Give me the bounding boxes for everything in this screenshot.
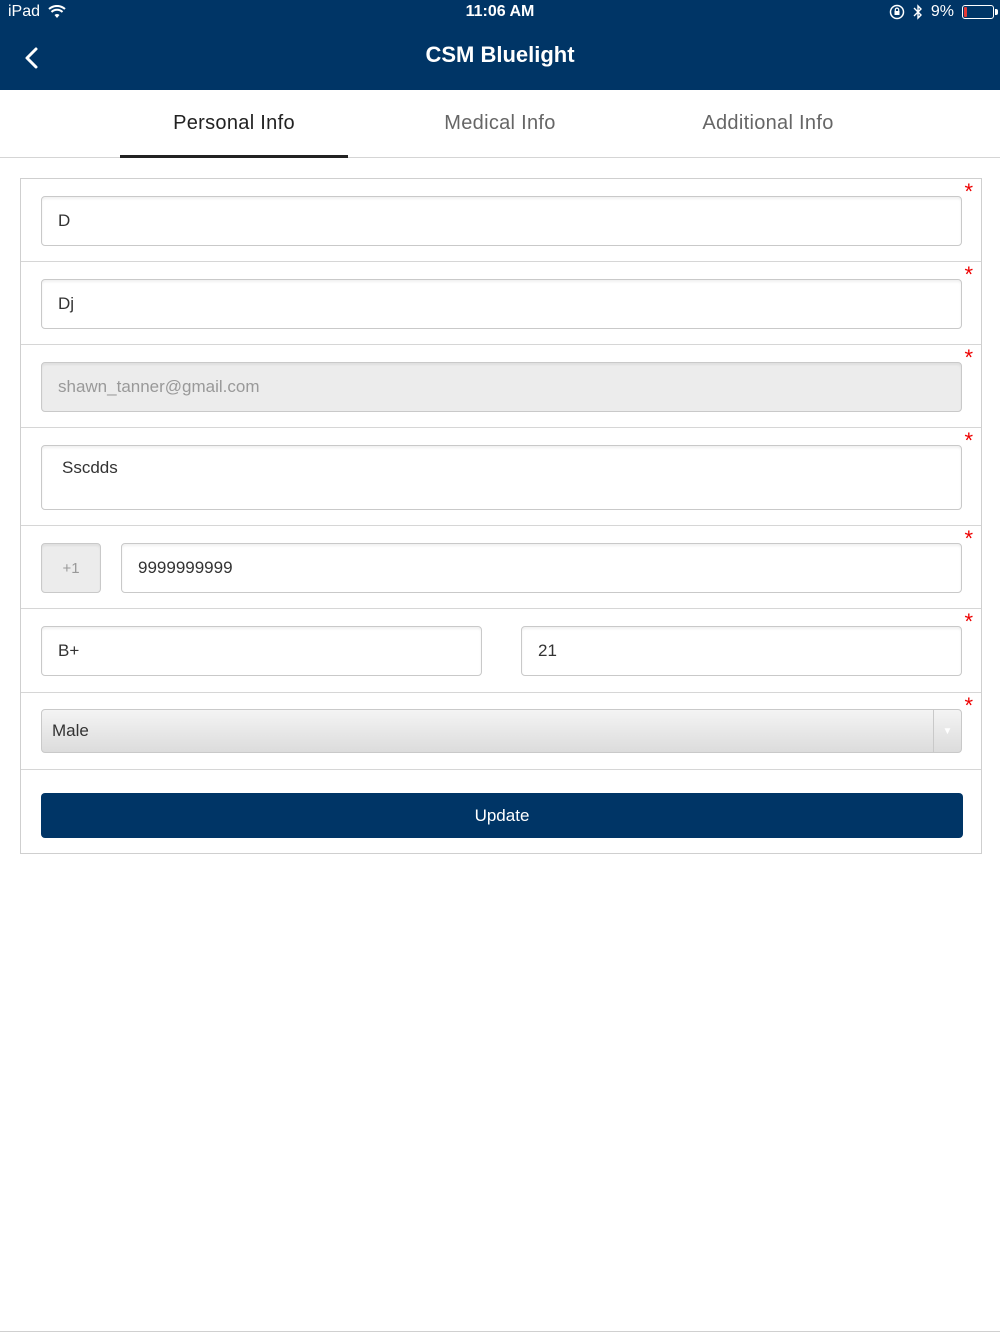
country-code-field[interactable]: +1 xyxy=(41,543,101,593)
email-field: shawn_tanner@gmail.com xyxy=(41,362,962,412)
required-marker: * xyxy=(964,693,973,718)
email-row xyxy=(21,345,981,428)
address-field[interactable]: Sscdds xyxy=(41,445,962,510)
chevron-down-icon: ▼ xyxy=(933,710,961,752)
first-name-field[interactable]: D xyxy=(41,196,962,246)
required-marker: * xyxy=(964,609,973,634)
bottom-divider xyxy=(0,1331,1000,1332)
required-marker: * xyxy=(964,179,973,204)
blood-age-row xyxy=(21,609,981,693)
blood-group-field[interactable]: B+ xyxy=(41,626,482,676)
age-field[interactable]: 21 xyxy=(521,626,962,676)
personal-info-form xyxy=(20,178,982,854)
tab-medical-info[interactable]: Medical Info xyxy=(444,112,556,134)
last-name-row xyxy=(21,262,981,345)
battery-fill xyxy=(964,7,967,17)
update-button[interactable]: Update xyxy=(41,793,963,838)
tab-bar xyxy=(0,90,1000,158)
bluetooth-icon xyxy=(913,4,923,20)
gender-value: Male xyxy=(52,721,89,740)
phone-row xyxy=(21,526,981,609)
orientation-lock-icon xyxy=(889,4,905,20)
gender-row xyxy=(21,693,981,770)
tab-additional-info[interactable]: Additional Info xyxy=(702,112,834,134)
battery-icon xyxy=(962,5,994,19)
top-bar xyxy=(0,0,1000,90)
required-marker: * xyxy=(964,262,973,287)
address-row xyxy=(21,428,981,526)
required-marker: * xyxy=(964,526,973,551)
status-bar xyxy=(0,0,1000,24)
status-time: 11:06 AM xyxy=(465,3,535,20)
battery-percent: 9% xyxy=(930,3,954,20)
first-name-row xyxy=(21,179,981,262)
phone-field[interactable]: 9999999999 xyxy=(121,543,962,593)
required-marker: * xyxy=(964,428,973,453)
gender-select[interactable] xyxy=(41,709,962,753)
device-label: iPad xyxy=(8,3,41,20)
tab-personal-info[interactable]: Personal Info xyxy=(120,90,348,157)
page-title: CSM Bluelight xyxy=(425,42,575,67)
last-name-field[interactable]: Dj xyxy=(41,279,962,329)
required-marker: * xyxy=(964,345,973,370)
